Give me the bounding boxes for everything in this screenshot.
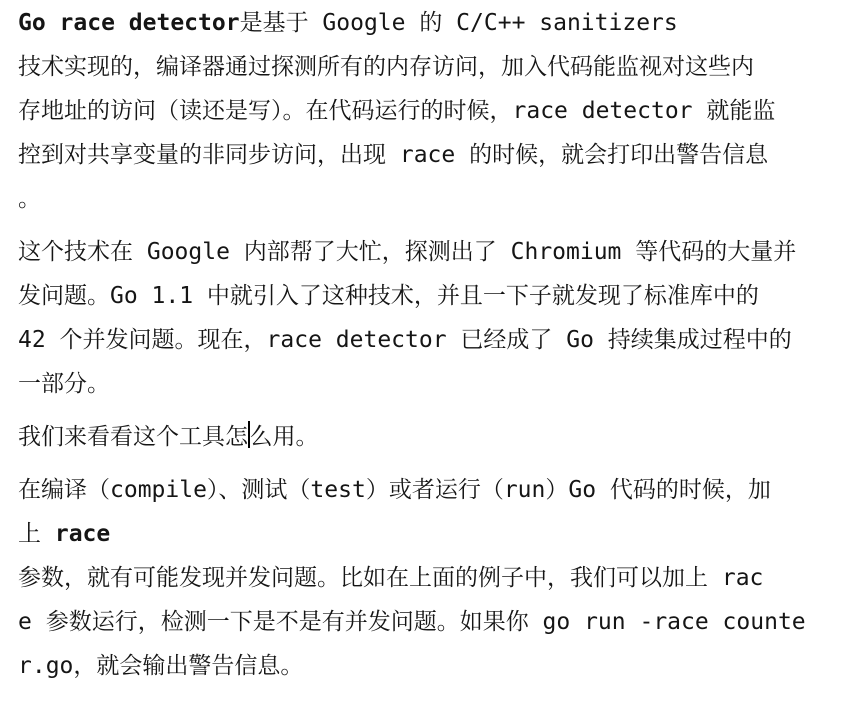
text-line[interactable]	[18, 512, 801, 556]
text-line[interactable]	[18, 89, 801, 133]
text-line[interactable]	[18, 644, 801, 688]
text-line[interactable]	[18, 362, 801, 406]
text-run: 发问题。Go 1.1 中就引入了这种技术，并且一下子就发现了标准库中的	[18, 283, 759, 309]
text-run: 42 个并发问题。现在，race detector 已经成了 Go 持续集成过程中的	[18, 327, 792, 353]
text-run: 存地址的访问（读还是写）。在代码运行的时候，race detector 就能监	[18, 98, 776, 124]
text-run: e 参数运行，检测一下是不是有并发问题。如果你 go run -race counte	[18, 609, 806, 635]
text-line[interactable]	[18, 318, 801, 362]
text-line[interactable]	[18, 45, 801, 89]
text-run: 上	[18, 521, 55, 547]
text-line[interactable]	[18, 230, 801, 274]
paragraph	[18, 468, 806, 688]
text-line[interactable]	[18, 177, 801, 221]
text-run: 一部分。	[18, 371, 110, 397]
text-line[interactable]	[18, 133, 801, 177]
text-line[interactable]	[18, 1, 801, 45]
text-run: 这个技术在 Google 内部帮了大忙，探测出了 Chromium 等代码的大量并	[18, 239, 797, 265]
text-run: 在编译（compile）、测试（test）或者运行（run）Go 代码的时候，加	[18, 477, 771, 503]
text-run: 是基于 Google 的 C/C++ sanitizers	[239, 10, 678, 36]
text-run: 控到对共享变量的非同步访问，出现 race 的时候，就会打印出警告信息	[18, 142, 769, 168]
text-line[interactable]	[18, 415, 801, 459]
paragraph	[18, 1, 801, 221]
paragraph	[18, 230, 801, 406]
text-line[interactable]	[18, 600, 806, 644]
bold-text-run: race	[54, 521, 111, 547]
text-line[interactable]	[18, 556, 801, 600]
text-run: 技术实现的，编译器通过探测所有的内存访问，加入代码能监视对这些内	[18, 54, 754, 80]
text-run: 参数，就有可能发现并发问题。比如在上面的例子中，我们可以加上 rac	[18, 565, 764, 591]
text-run: 么用。	[249, 424, 319, 450]
text-line[interactable]	[18, 468, 801, 512]
paragraph	[18, 415, 801, 459]
bold-text-run: Go race detector	[18, 10, 240, 36]
text-run: 我们来看看这个工具怎	[18, 424, 248, 450]
text-run: r.go，就会输出警告信息。	[18, 653, 304, 679]
text-line[interactable]	[18, 274, 801, 318]
text-run: 。	[18, 186, 41, 212]
